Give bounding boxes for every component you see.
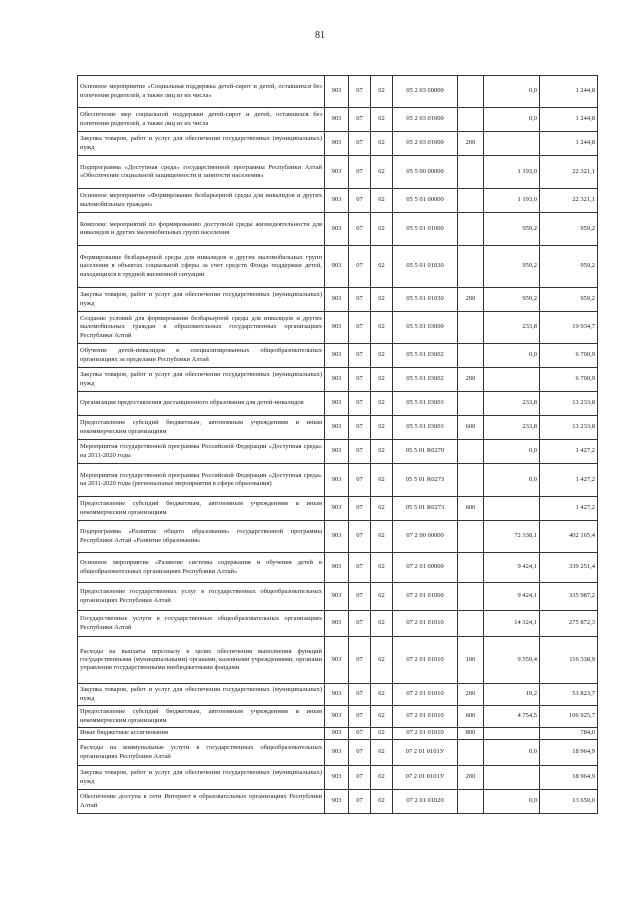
table-row: [78, 132, 598, 156]
cell-ministry: 903: [325, 521, 349, 553]
cell-target-article: 05 2 03 00000: [393, 76, 458, 108]
cell-amount-2: 1 427,2: [540, 440, 598, 464]
cell-amount-2: 959,2: [540, 246, 598, 288]
cell-amount-1: 4 754,5: [484, 706, 540, 728]
table-row: [78, 416, 598, 440]
cell-name: Подпрограмма «Доступная среда» государственной программы Республики Алтай «Обеспечение социальной защищенности и занятости населения»: [78, 156, 325, 189]
cell-ministry: 903: [325, 392, 349, 416]
cell-amount-1: 0,0: [484, 790, 540, 814]
cell-ministry: 903: [325, 766, 349, 790]
cell-section: 07: [349, 684, 371, 706]
cell-section: 07: [349, 740, 371, 766]
cell-amount-1: 233,8: [484, 312, 540, 344]
cell-target-article: 07 2 01 0101У: [393, 766, 458, 790]
cell-expense-type: 200: [458, 684, 484, 706]
cell-subsection: 02: [371, 464, 393, 497]
cell-amount-1: 959,2: [484, 288, 540, 312]
cell-section: 07: [349, 553, 371, 583]
cell-amount-1: 233,8: [484, 416, 540, 440]
cell-ministry: 903: [325, 790, 349, 814]
cell-name: Расходы на коммунальные услуги в государственных общеобразовательных организациях Республики Алтай: [78, 740, 325, 766]
cell-amount-2: 22 321,1: [540, 156, 598, 189]
cell-ministry: 903: [325, 312, 349, 344]
cell-subsection: 02: [371, 368, 393, 392]
cell-section: 07: [349, 583, 371, 611]
cell-section: 07: [349, 790, 371, 814]
cell-subsection: 02: [371, 416, 393, 440]
cell-name: Предоставление субсидий бюджетным, автономным учреждениям и иным некоммерческим организациям: [78, 497, 325, 521]
cell-target-article: 05 5 01 01030: [393, 288, 458, 312]
table-row: [78, 76, 598, 108]
cell-ministry: 903: [325, 76, 349, 108]
cell-expense-type: 200: [458, 288, 484, 312]
table-row: [78, 246, 598, 288]
cell-subsection: 02: [371, 766, 393, 790]
cell-amount-1: [484, 766, 540, 790]
cell-expense-type: [458, 790, 484, 814]
cell-ministry: 903: [325, 728, 349, 740]
cell-expense-type: 200: [458, 766, 484, 790]
cell-amount-2: 106 925,7: [540, 706, 598, 728]
cell-target-article: 07 2 01 0101У: [393, 740, 458, 766]
cell-subsection: 02: [371, 344, 393, 368]
table-row: [78, 553, 598, 583]
cell-amount-2: 339 251,4: [540, 553, 598, 583]
cell-section: 07: [349, 440, 371, 464]
table-row: [78, 156, 598, 189]
cell-name: Основное мероприятие «Развитие системы содержания и обучения детей в общеобразовательных организациях Республики Алтай»: [78, 553, 325, 583]
cell-amount-1: 10,2: [484, 684, 540, 706]
cell-name: Расходы на выплаты персоналу в целях обеспечения выполнения функций государственными (муниципальными) органами, казенными учреждениями, органами управления государственными внебюджетными фондами: [78, 637, 325, 684]
cell-amount-2: 402 165,4: [540, 521, 598, 553]
cell-name: Комплекс мероприятий по формированию доступной среды жизнедеятельности для инвалидов и других маломобильных групп населения: [78, 213, 325, 246]
cell-ministry: 903: [325, 416, 349, 440]
table-row: [78, 392, 598, 416]
cell-subsection: 02: [371, 497, 393, 521]
cell-expense-type: 100: [458, 637, 484, 684]
cell-name: Закупка товаров, работ и услуг для обеспечения государственных (муниципальных) нужд: [78, 766, 325, 790]
cell-expense-type: [458, 189, 484, 213]
table-row: [78, 766, 598, 790]
cell-expense-type: [458, 464, 484, 497]
table-row: [78, 189, 598, 213]
cell-section: 07: [349, 521, 371, 553]
cell-section: 07: [349, 706, 371, 728]
cell-target-article: 05 5 01 03003: [393, 416, 458, 440]
cell-section: 07: [349, 416, 371, 440]
cell-expense-type: [458, 611, 484, 637]
cell-expense-type: [458, 76, 484, 108]
cell-target-article: 07 2 00 00000: [393, 521, 458, 553]
cell-expense-type: 600: [458, 497, 484, 521]
cell-section: 07: [349, 312, 371, 344]
cell-amount-2: 18 964,9: [540, 766, 598, 790]
cell-ministry: 903: [325, 611, 349, 637]
cell-section: 07: [349, 464, 371, 497]
cell-expense-type: [458, 156, 484, 189]
table-row: [78, 288, 598, 312]
cell-amount-1: [484, 497, 540, 521]
cell-ministry: 903: [325, 740, 349, 766]
cell-amount-2: 6 700,9: [540, 368, 598, 392]
cell-target-article: 07 2 01 01010: [393, 706, 458, 728]
cell-section: 07: [349, 189, 371, 213]
cell-amount-1: 14 324,1: [484, 611, 540, 637]
cell-subsection: 02: [371, 684, 393, 706]
cell-expense-type: 200: [458, 132, 484, 156]
cell-subsection: 02: [371, 312, 393, 344]
cell-subsection: 02: [371, 288, 393, 312]
cell-ministry: 903: [325, 684, 349, 706]
cell-name: Закупка товаров, работ и услуг для обеспечения государственных (муниципальных) нужд: [78, 288, 325, 312]
cell-subsection: 02: [371, 553, 393, 583]
cell-section: 07: [349, 156, 371, 189]
cell-amount-2: 784,0: [540, 728, 598, 740]
cell-subsection: 02: [371, 440, 393, 464]
cell-amount-2: 6 700,9: [540, 344, 598, 368]
table-row: [78, 684, 598, 706]
cell-ministry: 903: [325, 497, 349, 521]
cell-amount-2: 22 321,1: [540, 189, 598, 213]
cell-target-article: 07 2 01 01010: [393, 684, 458, 706]
cell-ministry: 903: [325, 464, 349, 497]
cell-target-article: 07 2 01 01010: [393, 637, 458, 684]
cell-subsection: 02: [371, 740, 393, 766]
cell-ministry: 903: [325, 706, 349, 728]
cell-name: Предоставление государственных услуг в государственных общеобразовательных организациях Республики Алтай: [78, 583, 325, 611]
cell-expense-type: [458, 108, 484, 132]
cell-name: Мероприятия государственной программы Российской Федерации «Доступная среда» на 2011-2020 годы (региональные мероприятия в сфере образования): [78, 464, 325, 497]
cell-amount-2: 18 964,9: [540, 740, 598, 766]
cell-name: Обеспечение мер социальной поддержки детей-сирот и детей, оставшихся без попечения родителей, а также лиц из их числа: [78, 108, 325, 132]
table-row: [78, 213, 598, 246]
cell-expense-type: [458, 521, 484, 553]
cell-subsection: 02: [371, 108, 393, 132]
cell-amount-1: 72 338,1: [484, 521, 540, 553]
cell-ministry: 903: [325, 132, 349, 156]
table-row: [78, 521, 598, 553]
cell-name: Закупка товаров, работ и услуг для обеспечения государственных (муниципальных) нужд: [78, 132, 325, 156]
cell-target-article: 05 5 01 03002: [393, 344, 458, 368]
cell-target-article: 07 2 01 01020: [393, 790, 458, 814]
table-row: [78, 583, 598, 611]
cell-name: Предоставление субсидий бюджетным, автономным учреждениям и иным некоммерческим организациям: [78, 706, 325, 728]
cell-target-article: 05 5 01 03003: [393, 392, 458, 416]
cell-subsection: 02: [371, 583, 393, 611]
cell-amount-1: 0,0: [484, 108, 540, 132]
cell-target-article: 05 5 01 00000: [393, 189, 458, 213]
table-row: [78, 728, 598, 740]
cell-expense-type: [458, 740, 484, 766]
cell-amount-1: 0,0: [484, 76, 540, 108]
cell-ministry: 903: [325, 368, 349, 392]
cell-amount-2: 1 244,8: [540, 76, 598, 108]
table-row: [78, 368, 598, 392]
cell-amount-1: 1 193,0: [484, 156, 540, 189]
cell-expense-type: [458, 312, 484, 344]
cell-target-article: 07 2 01 01000: [393, 583, 458, 611]
cell-section: 07: [349, 637, 371, 684]
table-row: [78, 108, 598, 132]
cell-amount-2: 116 338,9: [540, 637, 598, 684]
cell-target-article: 05 5 01 01030: [393, 246, 458, 288]
cell-section: 07: [349, 108, 371, 132]
cell-amount-2: 1 427,2: [540, 464, 598, 497]
cell-subsection: 02: [371, 521, 393, 553]
cell-section: 07: [349, 288, 371, 312]
cell-amount-1: 9 559,4: [484, 637, 540, 684]
cell-target-article: 05 5 00 00000: [393, 156, 458, 189]
cell-name: Закупка товаров, работ и услуг для обеспечения государственных (муниципальных) нужд: [78, 684, 325, 706]
cell-expense-type: [458, 583, 484, 611]
cell-target-article: 05 5 01 03000: [393, 312, 458, 344]
cell-amount-1: 9 424,1: [484, 553, 540, 583]
cell-target-article: 07 2 01 00000: [393, 553, 458, 583]
cell-amount-2: 1 427,2: [540, 497, 598, 521]
table-row: [78, 637, 598, 684]
cell-amount-2: 19 934,7: [540, 312, 598, 344]
cell-expense-type: [458, 344, 484, 368]
cell-subsection: 02: [371, 706, 393, 728]
table-row: [78, 440, 598, 464]
cell-subsection: 02: [371, 156, 393, 189]
cell-ministry: 903: [325, 246, 349, 288]
cell-section: 07: [349, 392, 371, 416]
cell-name: Обеспечение доступа к сети Интернет в образовательных организациях Республики Алтай: [78, 790, 325, 814]
cell-ministry: 903: [325, 189, 349, 213]
cell-ministry: 903: [325, 553, 349, 583]
cell-amount-2: 13 650,0: [540, 790, 598, 814]
cell-amount-1: 0,0: [484, 440, 540, 464]
table-row: [78, 706, 598, 728]
cell-expense-type: [458, 553, 484, 583]
cell-amount-2: 1 244,8: [540, 132, 598, 156]
cell-amount-2: 959,2: [540, 288, 598, 312]
cell-expense-type: 600: [458, 416, 484, 440]
cell-ministry: 903: [325, 440, 349, 464]
cell-name: Формирование безбарьерной среды для инвалидов и других маломобильных групп населения в объектах социальной сферы за счет средств Фонда поддержки детей, находящихся в трудной жизненной ситуации: [78, 246, 325, 288]
budget-table: [77, 75, 598, 814]
cell-subsection: 02: [371, 392, 393, 416]
cell-name: Иные бюджетные ассигнования: [78, 728, 325, 740]
cell-name: Обучение детей-инвалидов в специализированных общеобразовательных организациях за пределами Республики Алтай: [78, 344, 325, 368]
cell-expense-type: 600: [458, 706, 484, 728]
cell-name: Создание условий для формирования безбарьерной среды для инвалидов и других маломобильных граждан в образовательных государственных организациях Республики Алтай: [78, 312, 325, 344]
cell-expense-type: [458, 213, 484, 246]
cell-target-article: 07 2 01 01010: [393, 728, 458, 740]
cell-amount-1: 9 424,1: [484, 583, 540, 611]
cell-amount-2: 275 872,3: [540, 611, 598, 637]
cell-target-article: 05 5 01 01000: [393, 213, 458, 246]
cell-subsection: 02: [371, 637, 393, 684]
cell-amount-2: 13 233,8: [540, 416, 598, 440]
cell-amount-1: 959,2: [484, 213, 540, 246]
cell-amount-2: 959,2: [540, 213, 598, 246]
cell-name: Закупка товаров, работ и услуг для обеспечения государственных (муниципальных) нужд: [78, 368, 325, 392]
cell-amount-1: [484, 368, 540, 392]
cell-section: 07: [349, 368, 371, 392]
cell-amount-1: [484, 728, 540, 740]
cell-target-article: 07 2 01 01010: [393, 611, 458, 637]
cell-amount-2: 13 233,8: [540, 392, 598, 416]
cell-subsection: 02: [371, 76, 393, 108]
table-row: [78, 497, 598, 521]
cell-expense-type: 800: [458, 728, 484, 740]
cell-subsection: 02: [371, 213, 393, 246]
cell-name: Мероприятия государственной программы Российской Федерации «Доступная среда» на 2011-2020 годы: [78, 440, 325, 464]
table-row: [78, 464, 598, 497]
cell-target-article: 05 2 03 01000: [393, 132, 458, 156]
table-row: [78, 611, 598, 637]
cell-ministry: 903: [325, 583, 349, 611]
cell-target-article: 05 5 01 R0273: [393, 464, 458, 497]
cell-section: 07: [349, 132, 371, 156]
table-row: [78, 344, 598, 368]
cell-name: Основное мероприятие «Формирование безбарьерной среды для инвалидов и других маломобильных граждан»: [78, 189, 325, 213]
cell-section: 07: [349, 344, 371, 368]
cell-subsection: 02: [371, 728, 393, 740]
cell-ministry: 903: [325, 344, 349, 368]
table-row: [78, 790, 598, 814]
cell-amount-1: 0,0: [484, 344, 540, 368]
cell-ministry: 903: [325, 213, 349, 246]
table-row: [78, 740, 598, 766]
cell-name: Основное мероприятие «Социальная поддержка детей-сирот и детей, оставшихся без попечения родителей, а также лиц из их числа»: [78, 76, 325, 108]
cell-amount-1: [484, 132, 540, 156]
cell-target-article: 05 5 01 R0273: [393, 497, 458, 521]
cell-section: 07: [349, 611, 371, 637]
cell-amount-2: 51 823,7: [540, 684, 598, 706]
cell-name: Организация предоставления дистанционного образования для детей-инвалидов: [78, 392, 325, 416]
cell-section: 07: [349, 766, 371, 790]
cell-target-article: 05 5 01 R0270: [393, 440, 458, 464]
cell-amount-1: 0,0: [484, 740, 540, 766]
budget-table-body: [78, 76, 598, 814]
cell-ministry: 903: [325, 637, 349, 684]
cell-expense-type: [458, 246, 484, 288]
cell-section: 07: [349, 76, 371, 108]
cell-ministry: 903: [325, 108, 349, 132]
cell-subsection: 02: [371, 189, 393, 213]
cell-expense-type: 200: [458, 368, 484, 392]
cell-amount-2: 335 987,2: [540, 583, 598, 611]
cell-subsection: 02: [371, 246, 393, 288]
cell-ministry: 903: [325, 156, 349, 189]
cell-amount-1: 0,0: [484, 464, 540, 497]
cell-name: Подпрограмма «Развитие общего образования» государственной программы Республики Алтай «Развитие образования»: [78, 521, 325, 553]
cell-amount-1: 959,2: [484, 246, 540, 288]
cell-ministry: 903: [325, 288, 349, 312]
cell-section: 07: [349, 213, 371, 246]
cell-target-article: 05 5 01 03002: [393, 368, 458, 392]
cell-section: 07: [349, 246, 371, 288]
cell-subsection: 02: [371, 611, 393, 637]
cell-name: Предоставление субсидий бюджетным, автономным учреждениям и иным некоммерческим организациям: [78, 416, 325, 440]
cell-section: 07: [349, 728, 371, 740]
table-row: [78, 312, 598, 344]
cell-section: 07: [349, 497, 371, 521]
cell-expense-type: [458, 392, 484, 416]
cell-amount-2: 1 244,8: [540, 108, 598, 132]
cell-amount-1: 1 193,0: [484, 189, 540, 213]
cell-name: Государственные услуги в государственных общеобразовательных организациях Республики Алтай: [78, 611, 325, 637]
cell-target-article: 05 2 03 01000: [393, 108, 458, 132]
cell-subsection: 02: [371, 132, 393, 156]
cell-subsection: 02: [371, 790, 393, 814]
page-number: 81: [315, 30, 325, 41]
cell-expense-type: [458, 440, 484, 464]
cell-amount-1: 233,8: [484, 392, 540, 416]
